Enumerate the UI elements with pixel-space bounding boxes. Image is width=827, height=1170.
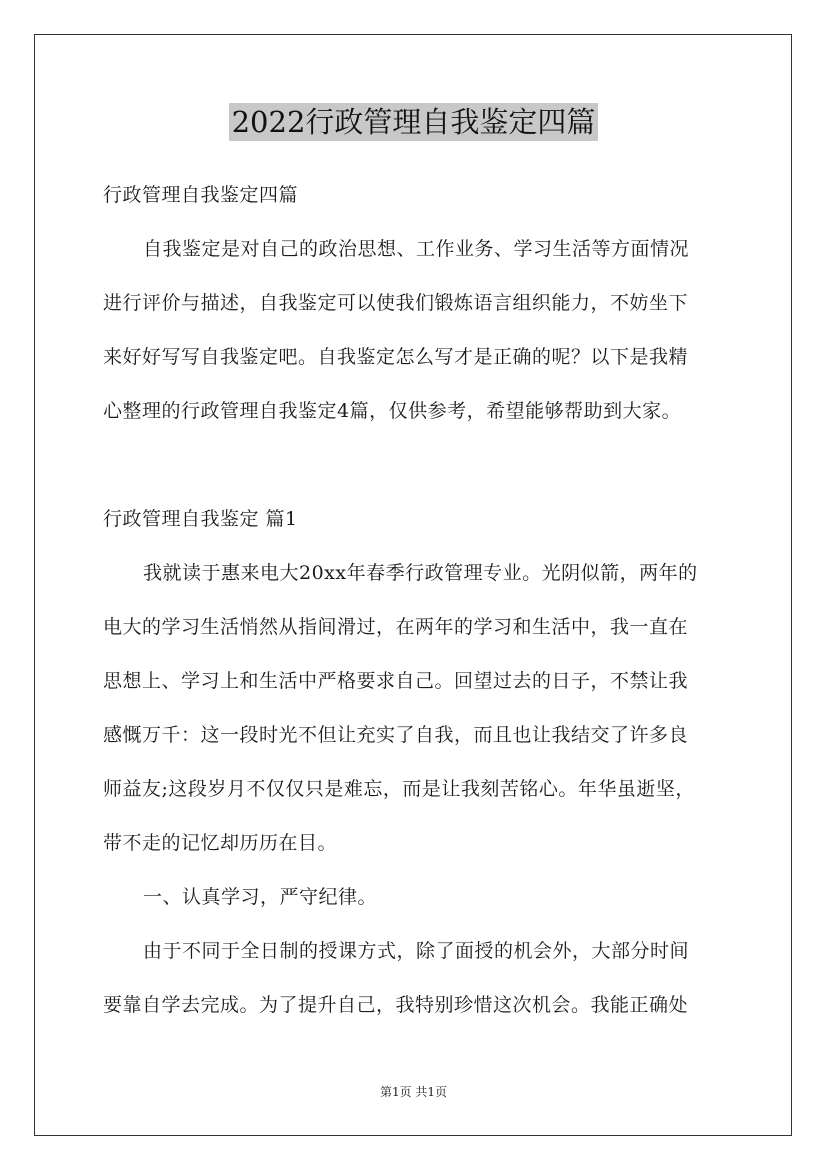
section-heading: 行政管理自我鉴定 篇1 (103, 508, 298, 530)
intro-line: 来好好写写自我鉴定吧。自我鉴定怎么写才是正确的呢？以下是我精 (103, 346, 689, 368)
page-number-footer: 第1页 共1页 (379, 1085, 448, 1099)
document-title: 2022行政管理自我鉴定四篇 (229, 103, 599, 141)
intro-line: 自我鉴定是对自己的政治思想、工作业务、学习生活等方面情况 (143, 238, 690, 260)
paragraph-line: 思想上、学习上和生活中严格要求自己。回望过去的日子，不禁让我 (103, 670, 689, 692)
paragraph-line: 电大的学习生活悄然从指间滑过，在两年的学习和生活中，我一直在 (103, 616, 689, 638)
paragraph-line: 师益友;这段岁月不仅仅只是难忘，而是让我刻苦铭心。年华虽逝坚， (103, 778, 695, 800)
point-heading: 一、认真学习，严守纪律。 (143, 886, 378, 908)
document-subtitle: 行政管理自我鉴定四篇 (103, 184, 299, 206)
paragraph-line: 要靠自学去完成。为了提升自己，我特别珍惜这次机会。我能正确处 (103, 994, 689, 1016)
intro-line: 心整理的行政管理自我鉴定4篇，仅供参考，希望能够帮助到大家。 (103, 400, 682, 422)
paragraph-line: 带不走的记忆却历历在目。 (103, 832, 338, 854)
intro-line: 进行评价与描述，自我鉴定可以使我们锻炼语言组织能力，不妨坐下 (103, 292, 689, 314)
paragraph-line: 由于不同于全日制的授课方式，除了面授的机会外，大部分时间 (143, 940, 690, 962)
paragraph-line: 感慨万千：这一段时光不但让充实了自我，而且也让我结交了许多良 (103, 724, 689, 746)
title-container (0, 103, 827, 141)
paragraph-line: 我就读于惠来电大20xx年春季行政管理专业。光阴似箭，两年的 (143, 562, 698, 584)
